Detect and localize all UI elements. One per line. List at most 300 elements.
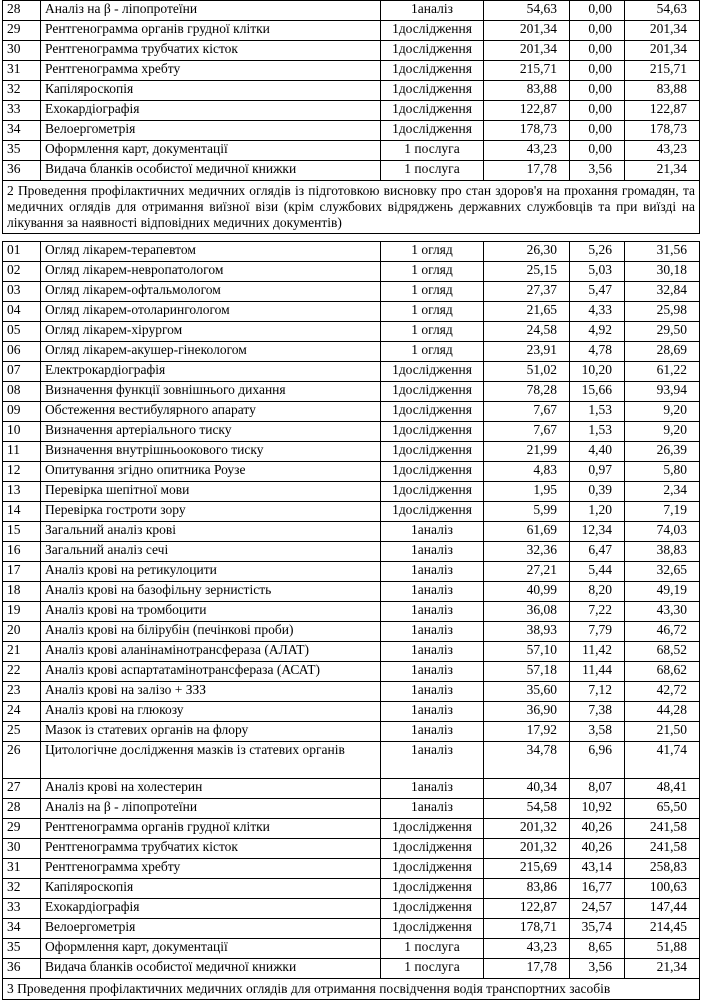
service-name-cell: Загальний аналіз крові [41, 522, 381, 542]
unit-cell: 1 послуга [381, 939, 484, 959]
price-cell: 215,71 [484, 61, 570, 81]
table-row [3, 462, 700, 482]
unit-cell: 1дослідження [381, 442, 484, 462]
row-number-cell: 10 [3, 422, 41, 442]
unit-cell: 1дослідження [381, 482, 484, 502]
unit-cell: 1аналіз [381, 799, 484, 819]
row-number-cell: 12 [3, 462, 41, 482]
vat-cell: 8,20 [570, 582, 625, 602]
service-name-cell: Рентгенограмма трубчатих кісток [41, 41, 381, 61]
price-cell: 23,91 [484, 342, 570, 362]
service-name-cell: Огляд лікарем-отоларингологом [41, 302, 381, 322]
service-name-cell: Мазок із статевих органів на флору [41, 722, 381, 742]
table-row [3, 522, 700, 542]
service-name-cell: Рентгенограмма хребту [41, 61, 381, 81]
price-table [2, 0, 700, 1000]
total-cell: 241,58 [625, 819, 700, 839]
row-number-cell: 36 [3, 161, 41, 181]
section-3-title: 3 Проведення профілактичних медичних оглядів для отримання посвідчення водія транспортних засобів [3, 979, 700, 1000]
vat-cell: 11,44 [570, 662, 625, 682]
vat-cell: 0,39 [570, 482, 625, 502]
total-cell: 201,34 [625, 41, 700, 61]
total-cell: 51,88 [625, 939, 700, 959]
unit-cell: 1аналіз [381, 522, 484, 542]
unit-cell: 1дослідження [381, 859, 484, 879]
row-number-cell: 33 [3, 899, 41, 919]
unit-cell: 1 огляд [381, 282, 484, 302]
vat-cell: 0,00 [570, 81, 625, 101]
price-cell: 215,69 [484, 859, 570, 879]
service-name-cell: Перевірка шепітної мови [41, 482, 381, 502]
row-number-cell: 29 [3, 21, 41, 41]
vat-cell: 5,44 [570, 562, 625, 582]
vat-cell: 7,12 [570, 682, 625, 702]
table-row [3, 779, 700, 799]
row-number-cell: 30 [3, 41, 41, 61]
total-cell: 32,84 [625, 282, 700, 302]
vat-cell: 4,78 [570, 342, 625, 362]
price-cell: 26,30 [484, 242, 570, 262]
row-number-cell: 20 [3, 622, 41, 642]
service-name-cell: Цитологічне дослідження мазків із статевих органів [41, 742, 381, 779]
table-row [3, 382, 700, 402]
total-cell: 21,50 [625, 722, 700, 742]
unit-cell: 1 огляд [381, 342, 484, 362]
vat-cell: 7,79 [570, 622, 625, 642]
price-cell: 17,78 [484, 959, 570, 979]
total-cell: 43,30 [625, 602, 700, 622]
table-row [3, 141, 700, 161]
service-name-cell: Огляд лікарем-акушер-гінекологом [41, 342, 381, 362]
unit-cell: 1аналіз [381, 779, 484, 799]
price-cell: 122,87 [484, 899, 570, 919]
vat-cell: 0,00 [570, 121, 625, 141]
service-name-cell: Рентгенограмма органів грудної клітки [41, 21, 381, 41]
row-number-cell: 17 [3, 562, 41, 582]
vat-cell: 43,14 [570, 859, 625, 879]
price-cell: 4,83 [484, 462, 570, 482]
row-number-cell: 05 [3, 322, 41, 342]
service-name-cell: Оформлення карт, документації [41, 939, 381, 959]
unit-cell: 1аналіз [381, 622, 484, 642]
service-name-cell: Велоергометрія [41, 121, 381, 141]
total-cell: 46,72 [625, 622, 700, 642]
total-cell: 9,20 [625, 422, 700, 442]
unit-cell: 1дослідження [381, 61, 484, 81]
row-number-cell: 29 [3, 819, 41, 839]
row-number-cell: 36 [3, 959, 41, 979]
service-name-cell: Рентгенограмма хребту [41, 859, 381, 879]
vat-cell: 3,56 [570, 161, 625, 181]
service-name-cell: Визначення внутрішньоокового тиску [41, 442, 381, 462]
service-name-cell: Ехокардіографія [41, 101, 381, 121]
service-name-cell: Аналіз крові на базофільну зернистість [41, 582, 381, 602]
total-cell: 26,39 [625, 442, 700, 462]
vat-cell: 15,66 [570, 382, 625, 402]
table-row [3, 322, 700, 342]
table-row [3, 682, 700, 702]
unit-cell: 1дослідження [381, 839, 484, 859]
table-row [3, 121, 700, 141]
service-name-cell: Рентгенограмма трубчатих кісток [41, 839, 381, 859]
unit-cell: 1дослідження [381, 462, 484, 482]
vat-cell: 11,42 [570, 642, 625, 662]
service-name-cell: Аналіз крові на тромбоцити [41, 602, 381, 622]
vat-cell: 0,00 [570, 21, 625, 41]
table-row [3, 161, 700, 181]
total-cell: 122,87 [625, 101, 700, 121]
price-cell: 27,21 [484, 562, 570, 582]
total-cell: 214,45 [625, 919, 700, 939]
unit-cell: 1дослідження [381, 502, 484, 522]
row-number-cell: 02 [3, 262, 41, 282]
total-cell: 93,94 [625, 382, 700, 402]
row-number-cell: 26 [3, 742, 41, 779]
total-cell: 43,23 [625, 141, 700, 161]
price-cell: 40,99 [484, 582, 570, 602]
unit-cell: 1аналіз [381, 542, 484, 562]
price-cell: 178,71 [484, 919, 570, 939]
price-cell: 34,78 [484, 742, 570, 779]
table-row [3, 242, 700, 262]
table-row [3, 81, 700, 101]
service-name-cell: Огляд лікарем-невропатологом [41, 262, 381, 282]
service-name-cell: Оформлення карт, документації [41, 141, 381, 161]
table-top-body [3, 1, 700, 181]
unit-cell: 1дослідження [381, 21, 484, 41]
service-name-cell: Видача бланків особистої медичної книжки [41, 959, 381, 979]
vat-cell: 0,00 [570, 141, 625, 161]
unit-cell: 1 послуга [381, 141, 484, 161]
table-row [3, 502, 700, 522]
table-row [3, 342, 700, 362]
price-cell: 21,65 [484, 302, 570, 322]
table-row [3, 402, 700, 422]
price-cell: 17,78 [484, 161, 570, 181]
price-cell: 61,69 [484, 522, 570, 542]
service-name-cell: Ехокардіографія [41, 899, 381, 919]
table-row [3, 742, 700, 779]
vat-cell: 40,26 [570, 839, 625, 859]
price-cell: 24,58 [484, 322, 570, 342]
row-number-cell: 14 [3, 502, 41, 522]
total-cell: 2,34 [625, 482, 700, 502]
row-number-cell: 22 [3, 662, 41, 682]
total-cell: 68,62 [625, 662, 700, 682]
table-row [3, 422, 700, 442]
total-cell: 32,65 [625, 562, 700, 582]
table-row [3, 602, 700, 622]
price-cell: 35,60 [484, 682, 570, 702]
vat-cell: 8,65 [570, 939, 625, 959]
vat-cell: 1,53 [570, 402, 625, 422]
total-cell: 21,34 [625, 161, 700, 181]
unit-cell: 1аналіз [381, 562, 484, 582]
vat-cell: 5,03 [570, 262, 625, 282]
price-cell: 201,34 [484, 21, 570, 41]
unit-cell: 1дослідження [381, 899, 484, 919]
row-number-cell: 19 [3, 602, 41, 622]
total-cell: 54,63 [625, 1, 700, 21]
row-number-cell: 28 [3, 1, 41, 21]
table-row [3, 722, 700, 742]
row-number-cell: 15 [3, 522, 41, 542]
table-row [3, 542, 700, 562]
vat-cell: 24,57 [570, 899, 625, 919]
row-number-cell: 04 [3, 302, 41, 322]
table-row [3, 362, 700, 382]
row-number-cell: 31 [3, 61, 41, 81]
table-row [3, 302, 700, 322]
vat-cell: 0,97 [570, 462, 625, 482]
row-number-cell: 11 [3, 442, 41, 462]
service-name-cell: Визначення функції зовнішнього дихання [41, 382, 381, 402]
price-cell: 57,18 [484, 662, 570, 682]
table-row [3, 562, 700, 582]
unit-cell: 1дослідження [381, 919, 484, 939]
price-cell: 36,90 [484, 702, 570, 722]
table-row [3, 442, 700, 462]
total-cell: 258,83 [625, 859, 700, 879]
row-number-cell: 25 [3, 722, 41, 742]
total-cell: 30,18 [625, 262, 700, 282]
price-cell: 43,23 [484, 939, 570, 959]
unit-cell: 1дослідження [381, 41, 484, 61]
service-name-cell: Велоергометрія [41, 919, 381, 939]
total-cell: 31,56 [625, 242, 700, 262]
total-cell: 29,50 [625, 322, 700, 342]
price-cell: 201,34 [484, 41, 570, 61]
table-row [3, 642, 700, 662]
table-row [3, 622, 700, 642]
service-name-cell: Аналіз крові на ретикулоцити [41, 562, 381, 582]
price-cell: 43,23 [484, 141, 570, 161]
vat-cell: 12,34 [570, 522, 625, 542]
row-number-cell: 06 [3, 342, 41, 362]
total-cell: 38,83 [625, 542, 700, 562]
total-cell: 61,22 [625, 362, 700, 382]
table-row [3, 879, 700, 899]
total-cell: 241,58 [625, 839, 700, 859]
service-name-cell: Опитування згідно опитника Роузе [41, 462, 381, 482]
service-name-cell: Огляд лікарем-хірургом [41, 322, 381, 342]
total-cell: 48,41 [625, 779, 700, 799]
service-name-cell: Аналіз крові аланінамінотрансфераза (АЛАТ) [41, 642, 381, 662]
table-row [3, 582, 700, 602]
row-number-cell: 09 [3, 402, 41, 422]
table-row [3, 799, 700, 819]
vat-cell: 0,00 [570, 101, 625, 121]
row-number-cell: 33 [3, 101, 41, 121]
total-cell: 7,19 [625, 502, 700, 522]
row-number-cell: 28 [3, 799, 41, 819]
unit-cell: 1аналіз [381, 742, 484, 779]
vat-cell: 4,40 [570, 442, 625, 462]
unit-cell: 1 огляд [381, 242, 484, 262]
price-cell: 51,02 [484, 362, 570, 382]
unit-cell: 1дослідження [381, 362, 484, 382]
vat-cell: 10,20 [570, 362, 625, 382]
unit-cell: 1аналіз [381, 642, 484, 662]
service-name-cell: Аналіз крові аспартатамінотрансфераза (АСАТ) [41, 662, 381, 682]
unit-cell: 1дослідження [381, 422, 484, 442]
vat-cell: 7,22 [570, 602, 625, 622]
total-cell: 65,50 [625, 799, 700, 819]
total-cell: 44,28 [625, 702, 700, 722]
table-row [3, 482, 700, 502]
section-3-header [3, 979, 700, 1000]
table-row [3, 919, 700, 939]
row-number-cell: 27 [3, 779, 41, 799]
service-name-cell: Аналіз крові на білірубін (печінкові проби) [41, 622, 381, 642]
total-cell: 100,63 [625, 879, 700, 899]
price-cell: 78,28 [484, 382, 570, 402]
unit-cell: 1 послуга [381, 959, 484, 979]
row-number-cell: 32 [3, 81, 41, 101]
table-row [3, 662, 700, 682]
table-row [3, 1, 700, 21]
service-name-cell: Капіляроскопія [41, 81, 381, 101]
total-cell: 5,80 [625, 462, 700, 482]
unit-cell: 1дослідження [381, 402, 484, 422]
table-row [3, 859, 700, 879]
row-number-cell: 01 [3, 242, 41, 262]
vat-cell: 1,53 [570, 422, 625, 442]
price-cell: 201,32 [484, 819, 570, 839]
service-name-cell: Аналіз на β - ліпопротеїни [41, 1, 381, 21]
service-name-cell: Огляд лікарем-терапевтом [41, 242, 381, 262]
service-name-cell: Аналіз крові на залізо + ЗЗЗ [41, 682, 381, 702]
row-number-cell: 35 [3, 141, 41, 161]
vat-cell: 5,47 [570, 282, 625, 302]
row-number-cell: 18 [3, 582, 41, 602]
vat-cell: 3,58 [570, 722, 625, 742]
table-row [3, 939, 700, 959]
vat-cell: 8,07 [570, 779, 625, 799]
row-number-cell: 08 [3, 382, 41, 402]
price-cell: 32,36 [484, 542, 570, 562]
table-row [3, 262, 700, 282]
table-row [3, 819, 700, 839]
vat-cell: 6,96 [570, 742, 625, 779]
vat-cell: 4,33 [570, 302, 625, 322]
total-cell: 178,73 [625, 121, 700, 141]
price-cell: 57,10 [484, 642, 570, 662]
service-name-cell: Огляд лікарем-офтальмологом [41, 282, 381, 302]
row-number-cell: 34 [3, 121, 41, 141]
unit-cell: 1дослідження [381, 81, 484, 101]
service-name-cell: Обстеження вестибулярного апарату [41, 402, 381, 422]
table-row [3, 101, 700, 121]
unit-cell: 1аналіз [381, 722, 484, 742]
table-row [3, 702, 700, 722]
price-cell: 25,15 [484, 262, 570, 282]
service-name-cell: Визначення артеріального тиску [41, 422, 381, 442]
service-name-cell: Видача бланків особистої медичної книжки [41, 161, 381, 181]
total-cell: 49,19 [625, 582, 700, 602]
row-number-cell: 13 [3, 482, 41, 502]
unit-cell: 1аналіз [381, 582, 484, 602]
service-name-cell: Загальний аналіз сечі [41, 542, 381, 562]
price-cell: 178,73 [484, 121, 570, 141]
vat-cell: 6,47 [570, 542, 625, 562]
row-number-cell: 24 [3, 702, 41, 722]
row-number-cell: 35 [3, 939, 41, 959]
total-cell: 74,03 [625, 522, 700, 542]
unit-cell: 1дослідження [381, 382, 484, 402]
vat-cell: 0,00 [570, 1, 625, 21]
vat-cell: 7,38 [570, 702, 625, 722]
table-row [3, 282, 700, 302]
vat-cell: 5,26 [570, 242, 625, 262]
vat-cell: 10,92 [570, 799, 625, 819]
unit-cell: 1аналіз [381, 682, 484, 702]
total-cell: 41,74 [625, 742, 700, 779]
total-cell: 68,52 [625, 642, 700, 662]
price-cell: 21,99 [484, 442, 570, 462]
table-row [3, 41, 700, 61]
total-cell: 83,88 [625, 81, 700, 101]
vat-cell: 1,20 [570, 502, 625, 522]
row-number-cell: 16 [3, 542, 41, 562]
price-cell: 38,93 [484, 622, 570, 642]
unit-cell: 1 огляд [381, 302, 484, 322]
unit-cell: 1 огляд [381, 322, 484, 342]
table-row [3, 959, 700, 979]
service-name-cell: Перевірка гостроти зору [41, 502, 381, 522]
service-name-cell: Рентгенограмма органів грудної клітки [41, 819, 381, 839]
vat-cell: 3,56 [570, 959, 625, 979]
price-cell: 54,58 [484, 799, 570, 819]
price-cell: 36,08 [484, 602, 570, 622]
table-row [3, 839, 700, 859]
total-cell: 28,69 [625, 342, 700, 362]
row-number-cell: 03 [3, 282, 41, 302]
service-name-cell: Аналіз крові на холестерин [41, 779, 381, 799]
price-cell: 17,92 [484, 722, 570, 742]
total-cell: 215,71 [625, 61, 700, 81]
vat-cell: 0,00 [570, 41, 625, 61]
vat-cell: 16,77 [570, 879, 625, 899]
vat-cell: 4,92 [570, 322, 625, 342]
price-cell: 83,88 [484, 81, 570, 101]
table-row [3, 21, 700, 41]
vat-cell: 40,26 [570, 819, 625, 839]
unit-cell: 1аналіз [381, 1, 484, 21]
unit-cell: 1аналіз [381, 702, 484, 722]
section-2-title: 2 Проведення профілактичних медичних оглядів із підготовкою висновку про стан здоров'я на прохання громадян, та медичних оглядів для отримання виїзної візи (крім службових відряджень державних службовців та при виїзді на лікування за наявності відповідних медичних документів) [3, 181, 700, 234]
row-number-cell: 32 [3, 879, 41, 899]
row-number-cell: 07 [3, 362, 41, 382]
unit-cell: 1 огляд [381, 262, 484, 282]
unit-cell: 1аналіз [381, 602, 484, 622]
unit-cell: 1аналіз [381, 662, 484, 682]
price-cell: 54,63 [484, 1, 570, 21]
total-cell: 9,20 [625, 402, 700, 422]
price-cell: 1,95 [484, 482, 570, 502]
price-cell: 83,86 [484, 879, 570, 899]
price-cell: 7,67 [484, 422, 570, 442]
row-number-cell: 34 [3, 919, 41, 939]
total-cell: 25,98 [625, 302, 700, 322]
price-cell: 5,99 [484, 502, 570, 522]
vat-cell: 35,74 [570, 919, 625, 939]
table-row [3, 899, 700, 919]
row-number-cell: 23 [3, 682, 41, 702]
unit-cell: 1дослідження [381, 819, 484, 839]
service-name-cell: Аналіз на β - ліпопротеїни [41, 799, 381, 819]
unit-cell: 1 послуга [381, 161, 484, 181]
